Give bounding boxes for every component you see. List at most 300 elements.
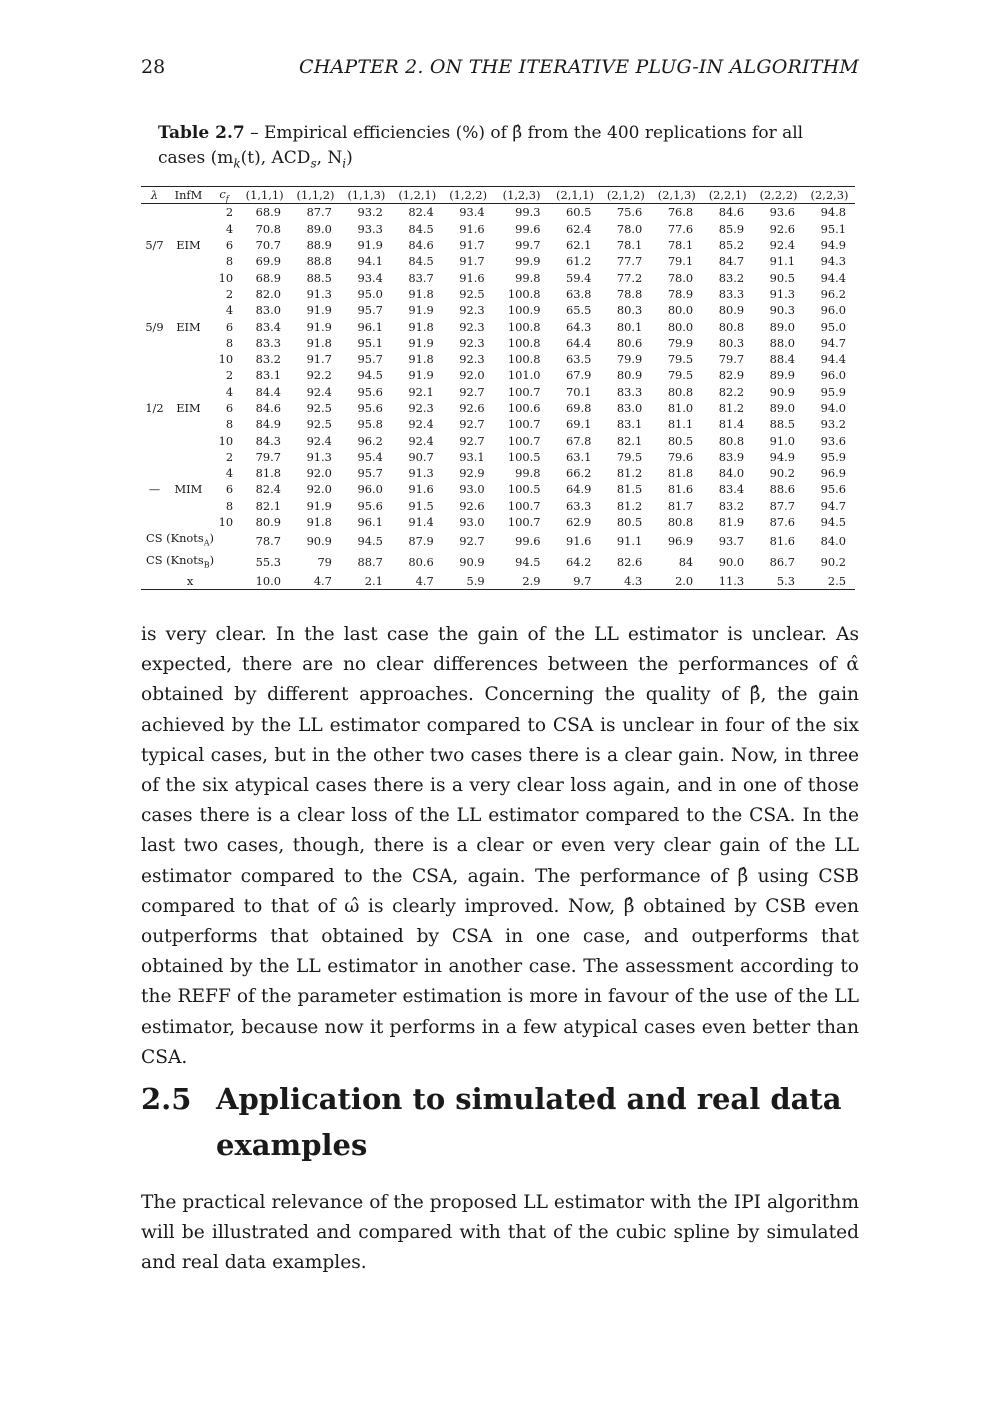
lambda-cell [141, 432, 168, 448]
value-cell: 91.1 [616, 533, 643, 548]
value-cell: 82.1 [616, 433, 643, 448]
value-cell: 93.0 [459, 482, 485, 497]
infm-cell [168, 416, 209, 432]
value-cell: 95.7 [357, 466, 383, 481]
value-cell: 100.8 [507, 319, 541, 334]
value-cell: 80.1 [616, 319, 643, 334]
cf-cell: 4 [225, 384, 234, 399]
value-cell: 81.2 [616, 466, 643, 481]
value-cell: 84.5 [408, 254, 434, 269]
value-cell: 83.3 [718, 286, 745, 301]
value-cell: 90.5 [769, 270, 795, 285]
value-cell: 85.9 [718, 221, 745, 236]
value-cell: 91.7 [459, 254, 485, 269]
value-cell: 91.8 [306, 335, 332, 350]
value-cell: 91.7 [306, 352, 332, 367]
value-cell: 95.0 [357, 286, 383, 301]
column-header: (2,2,2) [753, 187, 804, 204]
value-cell: 92.9 [459, 466, 485, 481]
value-cell: 79.9 [616, 352, 643, 367]
lambda-cell [141, 498, 168, 514]
column-header: (1,1,3) [341, 187, 392, 204]
lambda-cell: — [148, 482, 161, 497]
value-cell: 5.3 [753, 573, 804, 590]
value-cell: 64.9 [566, 482, 592, 497]
value-cell: 94.5 [357, 368, 383, 383]
value-cell: 78.9 [667, 286, 694, 301]
value-cell: 92.7 [459, 384, 485, 399]
value-cell: 92.0 [306, 466, 332, 481]
column-header: λ [141, 187, 168, 204]
value-cell: 91.9 [408, 368, 434, 383]
value-cell: 99.8 [515, 466, 541, 481]
section-title: Application to simulated and real data examples [216, 1082, 842, 1162]
cf-cell: 2 [225, 286, 234, 301]
value-cell: 95.6 [357, 384, 383, 399]
table-row [141, 384, 855, 400]
value-cell: 81.1 [667, 417, 694, 432]
value-cell: 59.4 [566, 270, 592, 285]
value-cell: 80.9 [255, 515, 282, 530]
value-cell: 89.0 [769, 319, 795, 334]
value-cell: 83.2 [718, 270, 745, 285]
infm-cell [168, 449, 209, 465]
value-cell: 93.3 [357, 221, 383, 236]
column-header: (2,1,3) [651, 187, 702, 204]
value-cell: 83.3 [255, 335, 282, 350]
value-cell: 10.0 [239, 573, 290, 590]
value-cell: 80.6 [408, 555, 434, 570]
summary-label-cell: CS (Knots$_B$) [146, 552, 215, 569]
cf-cell: 8 [225, 498, 234, 513]
value-cell: 78.7 [255, 533, 282, 548]
page-number: 28 [141, 56, 166, 78]
value-cell: 95.7 [357, 303, 383, 318]
value-cell: 96.2 [820, 286, 846, 301]
value-cell: 92.3 [459, 319, 485, 334]
value-cell: 87.6 [769, 515, 795, 530]
value-cell: 93.7 [718, 533, 745, 548]
value-cell: 99.7 [515, 238, 541, 253]
table-row [141, 253, 855, 269]
value-cell: 84.4 [255, 384, 282, 399]
lambda-cell [141, 335, 168, 351]
value-cell: 84.9 [255, 417, 282, 432]
lambda-cell [141, 351, 168, 367]
value-cell: 64.3 [566, 319, 592, 334]
cf-cell: 6 [225, 319, 234, 334]
table-row [141, 432, 855, 448]
value-cell: 80.8 [718, 433, 745, 448]
value-cell: 91.8 [306, 515, 332, 530]
table-label: Table 2.7 [158, 123, 245, 143]
column-header: InfM [168, 187, 209, 204]
value-cell: 78.1 [616, 238, 643, 253]
value-cell: 91.6 [459, 270, 485, 285]
value-cell: 94.7 [820, 498, 846, 513]
value-cell: 90.2 [820, 555, 846, 570]
value-cell: 88.6 [769, 482, 795, 497]
value-cell: 99.6 [515, 221, 541, 236]
column-header: (1,2,2) [443, 187, 494, 204]
value-cell: 90.9 [459, 555, 485, 570]
lambda-cell [141, 416, 168, 432]
value-cell: 81.5 [616, 482, 643, 497]
value-cell: 84.6 [408, 238, 434, 253]
value-cell: 86.7 [769, 555, 795, 570]
value-cell: 65.5 [566, 303, 592, 318]
value-cell: 81.0 [667, 400, 694, 415]
column-header: (2,1,2) [600, 187, 651, 204]
value-cell: 99.3 [515, 205, 541, 220]
value-cell: 92.5 [306, 400, 332, 415]
infm-cell [168, 302, 209, 318]
table-row [141, 286, 855, 302]
value-cell: 78.0 [616, 221, 643, 236]
value-cell: 79 [317, 555, 332, 570]
value-cell: 90.9 [306, 533, 332, 548]
value-cell: 91.1 [769, 254, 795, 269]
column-header: (2,2,3) [804, 187, 855, 204]
caption-text: – Empirical efficiencies (%) of β̂ from the 400 replications for all cases (m [158, 123, 804, 168]
value-cell: 94.5 [515, 555, 541, 570]
value-cell: 80.3 [718, 335, 745, 350]
value-cell: 67.8 [566, 433, 592, 448]
value-cell: 93.6 [769, 205, 795, 220]
value-cell: 69.9 [255, 254, 282, 269]
cf-cell: 10 [218, 270, 234, 285]
value-cell: 70.7 [255, 238, 282, 253]
cf-cell: 6 [225, 238, 234, 253]
summary-label-subscript: B [203, 559, 210, 569]
value-cell: 5.9 [443, 573, 494, 590]
caption-text-3: , N [316, 148, 343, 168]
value-cell: 95.0 [820, 319, 846, 334]
table-row [141, 335, 855, 351]
infm-cell [168, 465, 209, 481]
lambda-cell: 5/9 [145, 319, 164, 334]
value-cell: 92.4 [769, 238, 795, 253]
lambda-cell: 5/7 [145, 238, 164, 253]
cf-cell: 8 [225, 335, 234, 350]
value-cell: 82.4 [255, 482, 282, 497]
running-head [141, 56, 859, 84]
value-cell: 11.3 [702, 573, 753, 590]
cf-cell: 2 [225, 368, 234, 383]
value-cell: 81.6 [769, 533, 795, 548]
value-cell: 80.5 [616, 515, 643, 530]
value-cell: 2.9 [494, 573, 550, 590]
lambda-cell [141, 204, 168, 221]
value-cell: 92.3 [459, 335, 485, 350]
value-cell: 94.0 [820, 400, 846, 415]
value-cell: 92.4 [306, 384, 332, 399]
value-cell: 84.5 [408, 221, 434, 236]
value-cell: 82.9 [718, 368, 745, 383]
efficiency-table [141, 186, 855, 590]
value-cell: 95.9 [820, 384, 846, 399]
value-cell: 96.2 [357, 433, 383, 448]
value-cell: 2.0 [651, 573, 702, 590]
value-cell: 100.8 [507, 335, 541, 350]
value-cell: 95.7 [357, 352, 383, 367]
infm-cell [168, 286, 209, 302]
section-number: 2.5 [141, 1082, 192, 1116]
value-cell: 55.3 [255, 555, 282, 570]
value-cell: 92.0 [306, 482, 332, 497]
value-cell: 79.5 [616, 449, 643, 464]
efficiency-table-wrapper [141, 186, 859, 590]
value-cell: 90.0 [718, 555, 745, 570]
value-cell: 79.9 [667, 335, 694, 350]
value-cell: 84.6 [718, 205, 745, 220]
value-cell: 94.4 [820, 270, 846, 285]
value-cell: 82.6 [616, 555, 643, 570]
infm-cell: EIM [176, 319, 201, 334]
value-cell: 60.5 [566, 205, 592, 220]
value-cell: 91.4 [408, 515, 434, 530]
lambda-cell [141, 286, 168, 302]
value-cell: 92.4 [408, 433, 434, 448]
value-cell: 95.9 [820, 449, 846, 464]
value-cell: 84.0 [820, 533, 846, 548]
value-cell: 76.8 [667, 205, 694, 220]
value-cell: 83.4 [255, 319, 282, 334]
value-cell: 91.9 [306, 498, 332, 513]
value-cell: 91.9 [357, 238, 383, 253]
value-cell: 95.8 [357, 417, 383, 432]
value-cell: 94.9 [769, 449, 795, 464]
value-cell: 88.9 [306, 238, 332, 253]
lambda-cell [141, 514, 168, 530]
value-cell: 88.8 [306, 254, 332, 269]
column-header: (1,1,1) [239, 187, 290, 204]
caption-text-2: (t), ACD [240, 148, 311, 168]
value-cell: 100.7 [507, 417, 541, 432]
summary-label-cell: x [141, 573, 239, 590]
infm-cell: EIM [176, 238, 201, 253]
value-cell: 100.8 [507, 286, 541, 301]
value-cell: 93.1 [459, 449, 485, 464]
column-header: (1,1,2) [290, 187, 341, 204]
value-cell: 62.9 [566, 515, 592, 530]
column-header: (2,1,1) [550, 187, 601, 204]
value-cell: 91.9 [408, 303, 434, 318]
column-header: $c_f$ [209, 187, 239, 204]
value-cell: 91.9 [408, 335, 434, 350]
value-cell: 79.7 [718, 352, 745, 367]
value-cell: 91.5 [408, 498, 434, 513]
value-cell: 92.5 [459, 286, 485, 301]
cf-cell: 2 [225, 205, 234, 220]
value-cell: 87.7 [769, 498, 795, 513]
value-cell: 83.2 [718, 498, 745, 513]
value-cell: 82.0 [255, 286, 282, 301]
table-caption: Table 2.7 – Empirical efficiencies (%) of β̂ from the 400 replications for all cases ($m_k(t)$, $ACD_s$, $N_i$) [158, 123, 804, 171]
table-row [141, 269, 855, 285]
summary-row [141, 573, 855, 590]
value-cell: 83.4 [718, 482, 745, 497]
table-row [141, 481, 855, 497]
value-cell: 95.6 [357, 498, 383, 513]
lambda-cell [141, 465, 168, 481]
caption-text-4: ) [346, 148, 353, 168]
value-cell: 91.3 [769, 286, 795, 301]
value-cell: 80.0 [667, 303, 694, 318]
table-row [141, 416, 855, 432]
value-cell: 83.0 [255, 303, 282, 318]
value-cell: 83.1 [255, 368, 282, 383]
value-cell: 80.5 [667, 433, 694, 448]
value-cell: 94.4 [820, 352, 846, 367]
value-cell: 82.1 [255, 498, 282, 513]
value-cell: 96.9 [667, 533, 694, 548]
value-cell: 96.0 [357, 482, 383, 497]
value-cell: 80.6 [616, 335, 643, 350]
value-cell: 83.9 [718, 449, 745, 464]
value-cell: 94.7 [820, 335, 846, 350]
value-cell: 90.7 [408, 449, 434, 464]
cf-cell: 8 [225, 254, 234, 269]
value-cell: 93.2 [820, 417, 846, 432]
value-cell: 84.6 [255, 400, 282, 415]
infm-cell [168, 204, 209, 221]
value-cell: 4.3 [600, 573, 651, 590]
chapter-title: CHAPTER 2. ON THE ITERATIVE PLUG-IN ALGORITHM [299, 56, 859, 78]
value-cell: 84.3 [255, 433, 282, 448]
cf-cell: 10 [218, 433, 234, 448]
cf-cell: 8 [225, 417, 234, 432]
value-cell: 92.3 [459, 352, 485, 367]
table-row [141, 237, 855, 253]
value-cell: 94.5 [820, 515, 846, 530]
value-cell: 80.0 [667, 319, 694, 334]
value-cell: 75.6 [616, 205, 643, 220]
lambda-cell [141, 367, 168, 383]
column-header: (1,2,1) [392, 187, 443, 204]
value-cell: 80.9 [718, 303, 745, 318]
infm-cell: EIM [176, 400, 201, 415]
value-cell: 79.6 [667, 449, 694, 464]
value-cell: 81.8 [255, 466, 282, 481]
value-cell: 100.7 [507, 384, 541, 399]
value-cell: 78.1 [667, 238, 694, 253]
value-cell: 81.2 [616, 498, 643, 513]
summary-row [141, 552, 855, 573]
infm-cell: MIM [174, 482, 203, 497]
value-cell: 83.7 [408, 270, 434, 285]
cf-cell: 6 [225, 400, 234, 415]
value-cell: 93.6 [820, 433, 846, 448]
table-row [141, 465, 855, 481]
value-cell: 94.1 [357, 254, 383, 269]
lambda-cell [141, 221, 168, 237]
value-cell: 84.0 [718, 466, 745, 481]
column-header-subscript: f [225, 194, 229, 204]
value-cell: 83.2 [255, 352, 282, 367]
value-cell: 62.1 [566, 238, 592, 253]
value-cell: 9.7 [550, 573, 601, 590]
value-cell: 63.1 [566, 449, 592, 464]
cf-cell: 4 [225, 221, 234, 236]
value-cell: 83.0 [616, 400, 643, 415]
value-cell: 89.0 [306, 221, 332, 236]
value-cell: 91.6 [566, 533, 592, 548]
table-row [141, 514, 855, 530]
value-cell: 68.9 [255, 270, 282, 285]
value-cell: 2.1 [341, 573, 392, 590]
table-row [141, 204, 855, 221]
value-cell: 94.5 [357, 533, 383, 548]
value-cell: 79.5 [667, 368, 694, 383]
value-cell: 88.4 [769, 352, 795, 367]
value-cell: 100.7 [507, 515, 541, 530]
value-cell: 92.3 [459, 303, 485, 318]
value-cell: 4.7 [392, 573, 443, 590]
value-cell: 92.6 [459, 498, 485, 513]
value-cell: 4.7 [290, 573, 341, 590]
value-cell: 81.6 [667, 482, 694, 497]
value-cell: 82.4 [408, 205, 434, 220]
value-cell: 90.3 [769, 303, 795, 318]
value-cell: 100.9 [507, 303, 541, 318]
value-cell: 80.9 [616, 368, 643, 383]
value-cell: 90.9 [769, 384, 795, 399]
value-cell: 91.8 [408, 352, 434, 367]
value-cell: 91.7 [459, 238, 485, 253]
value-cell: 100.5 [507, 482, 541, 497]
value-cell: 69.8 [566, 400, 592, 415]
value-cell: 100.7 [507, 433, 541, 448]
value-cell: 81.7 [667, 498, 694, 513]
lambda-cell [141, 253, 168, 269]
value-cell: 95.1 [357, 335, 383, 350]
value-cell: 85.2 [718, 238, 745, 253]
value-cell: 92.0 [459, 368, 485, 383]
value-cell: 94.8 [820, 205, 846, 220]
value-cell: 69.1 [566, 417, 592, 432]
infm-cell [168, 335, 209, 351]
value-cell: 94.3 [820, 254, 846, 269]
value-cell: 96.1 [357, 319, 383, 334]
value-cell: 88.0 [769, 335, 795, 350]
value-cell: 92.5 [306, 417, 332, 432]
table-row [141, 302, 855, 318]
lambda-cell [141, 302, 168, 318]
table-row [141, 367, 855, 383]
value-cell: 62.4 [566, 221, 592, 236]
lambda-cell [141, 269, 168, 285]
value-cell: 70.8 [255, 221, 282, 236]
cf-cell: 2 [225, 449, 234, 464]
table-row [141, 449, 855, 465]
value-cell: 100.8 [507, 352, 541, 367]
body-paragraph-1: is very clear. In the last case the gain of the LL estimator is unclear. As expected, there are no clear differences between the performances of α̂ obtained by different approaches. Concerning the quality of β̂, the gain achieved by the LL estimator compared to CSA is unclear in four of the six typical cases, but in the other two cases there is a clear gain. Now, in three of the six atypical cases there is a very clear loss again, and in one of those cases there is a clear loss of the LL estimator compared to the CSA. In the last two cases, though, there is a clear or even very clear gain of the LL estimator compared to the CSA, again. The performance of β̂ using CSB compared to that of ω̂ is clearly improved. Now, β̂ obtained by CSB even outperforms that obtained by CSA in one case, and outperforms that obtained by the LL estimator in another case. The assessment according to the REFF of the parameter estimation is more in favour of the use of the LL estimator, because now it performs in a few atypical cases even better than CSA. [141, 624, 859, 1068]
value-cell: 91.9 [306, 303, 332, 318]
value-cell: 91.0 [769, 433, 795, 448]
infm-cell [168, 269, 209, 285]
summary-label-cell: CS (Knots$_A$) [146, 531, 214, 548]
value-cell: 93.4 [357, 270, 383, 285]
value-cell: 91.8 [408, 286, 434, 301]
value-cell: 77.6 [667, 221, 694, 236]
value-cell: 95.4 [357, 449, 383, 464]
value-cell: 92.7 [459, 433, 485, 448]
value-cell: 90.2 [769, 466, 795, 481]
value-cell: 79.1 [667, 254, 694, 269]
value-cell: 92.7 [459, 417, 485, 432]
column-header: (1,2,3) [494, 187, 550, 204]
